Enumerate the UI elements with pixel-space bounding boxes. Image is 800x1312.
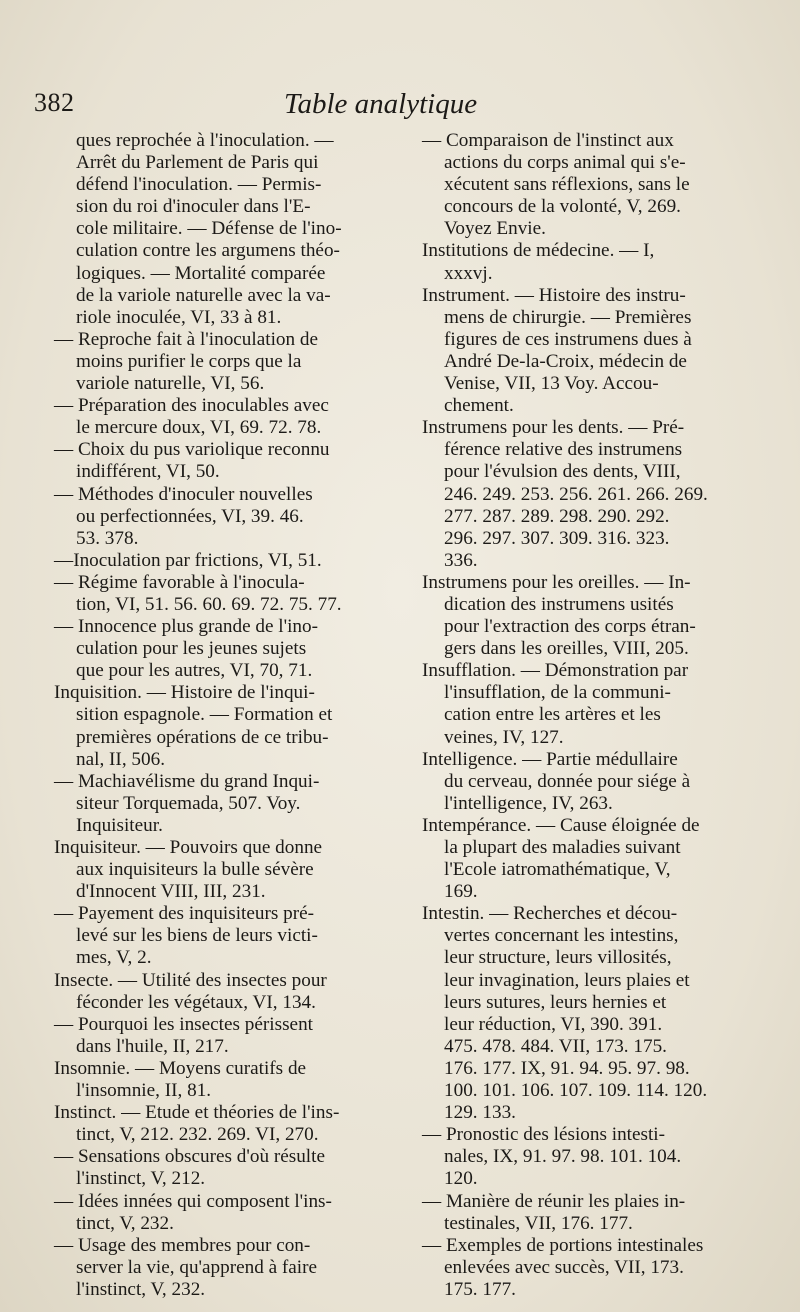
index-line: figures de ces instrumens dues à	[444, 328, 692, 350]
index-line: tinct, V, 232.	[76, 1212, 174, 1234]
index-line: pour l'extraction des corps étran-	[444, 616, 696, 638]
index-line: — Innocence plus grande de l'ino-	[54, 616, 318, 638]
index-line: chement.	[444, 395, 514, 417]
index-line: — Comparaison de l'instinct aux	[422, 130, 674, 151]
index-line: mens de chirurgie. — Premières	[444, 306, 692, 328]
index-line: Inquisition. — Histoire de l'inqui-	[54, 682, 315, 704]
index-line: indifférent, VI, 50.	[76, 461, 220, 483]
index-line: 100. 101. 106. 107. 109. 114. 120.	[444, 1080, 708, 1102]
page-header	[34, 88, 774, 122]
index-line: 246. 249. 253. 256. 261. 266. 269.	[444, 483, 708, 505]
index-line: — Choix du pus variolique reconnu	[54, 439, 330, 461]
index-line: riole inoculée, VI, 33 à 81.	[76, 306, 282, 328]
index-line: que pour les autres, VI, 70, 71.	[76, 660, 313, 682]
index-line: ques reprochée à l'inoculation. —	[76, 130, 334, 151]
index-line: l'instinct, V, 212.	[76, 1168, 206, 1190]
index-line: Inquisiteur.	[76, 814, 163, 836]
index-line: la plupart des maladies suivant	[444, 837, 681, 858]
index-line: tion, VI, 51. 56. 60. 69. 72. 75. 77.	[76, 593, 342, 615]
index-line: d'Innocent VIII, III, 231.	[76, 881, 266, 903]
index-line: ou perfectionnées, VI, 39. 46.	[76, 505, 304, 527]
index-line: l'insufflation, de la communi-	[444, 682, 671, 704]
index-line: 336.	[444, 549, 478, 571]
index-line: — Régime favorable à l'inocula-	[54, 571, 305, 593]
index-column-right	[418, 130, 766, 1301]
index-line: féconder les végétaux, VI, 134.	[76, 991, 316, 1013]
index-line: — Manière de réunir les plaies in-	[422, 1190, 686, 1212]
index-line: levé sur les biens de leurs victi-	[76, 925, 318, 947]
index-line: Institutions de médecine. — I,	[422, 240, 655, 262]
index-line: — Pourquoi les insectes périssent	[54, 1013, 313, 1035]
index-line: tinct, V, 212. 232. 269. VI, 270.	[76, 1124, 319, 1146]
index-line: culation pour les jeunes sujets	[76, 638, 307, 660]
index-line: premières opérations de ce tribu-	[76, 726, 329, 748]
index-line: Arrêt du Parlement de Paris qui	[76, 152, 319, 174]
index-line: 53. 378.	[76, 527, 139, 549]
index-line: nales, IX, 91. 97. 98. 101. 104.	[444, 1146, 682, 1168]
index-line: Inquisiteur. — Pouvoirs que donne	[54, 837, 323, 858]
index-line: aux inquisiteurs la bulle sévère	[76, 859, 314, 881]
index-line: moins purifier le corps que la	[76, 350, 302, 372]
index-line: — Payement des inquisiteurs pré-	[54, 903, 315, 925]
index-line: l'insomnie, II, 81.	[76, 1080, 212, 1102]
index-line: — Préparation des inoculables avec	[54, 395, 329, 417]
index-line: leurs sutures, leurs hernies et	[444, 991, 667, 1013]
index-line: gers dans les oreilles, VIII, 205.	[444, 638, 689, 660]
index-line: cation entre les artères et les	[444, 704, 661, 726]
index-line: testinales, VII, 176. 177.	[444, 1212, 633, 1234]
page-number: 382	[34, 88, 75, 117]
index-line: Venise, VII, 13 Voy. Accou-	[444, 373, 659, 395]
index-line: leur invagination, leurs plaies et	[444, 969, 690, 991]
index-line: Insufflation. — Démonstration par	[422, 660, 689, 682]
index-line: 175. 177.	[444, 1278, 516, 1300]
index-line: Voyez Envie.	[444, 218, 546, 240]
index-column-left	[50, 130, 398, 1301]
index-line: xxxvj.	[444, 262, 493, 284]
index-line: Instrumens pour les oreilles. — In-	[422, 571, 691, 593]
running-title: Table analytique	[284, 88, 478, 120]
index-line: Instrumens pour les dents. — Pré-	[422, 417, 685, 439]
index-line: de la variole naturelle avec la va-	[76, 284, 331, 306]
index-line: du cerveau, donnée pour siége à	[444, 770, 691, 792]
index-line: — Usage des membres pour con-	[54, 1234, 311, 1256]
index-line: 129. 133.	[444, 1102, 516, 1124]
index-line: André De-la-Croix, médecin de	[444, 350, 687, 372]
index-line: le mercure doux, VI, 69. 72. 78.	[76, 417, 322, 439]
index-line: Insomnie. — Moyens curatifs de	[54, 1057, 307, 1079]
index-line: — Machiavélisme du grand Inqui-	[54, 770, 320, 792]
index-line: leur réduction, VI, 390. 391.	[444, 1013, 663, 1035]
index-line: xécutent sans réflexions, sans le	[444, 174, 690, 196]
index-line: Intempérance. — Cause éloignée de	[422, 814, 700, 836]
index-line: 277. 287. 289. 298. 290. 292.	[444, 505, 670, 527]
index-line: Instinct. — Etude et théories de l'ins-	[54, 1102, 340, 1124]
index-line: siteur Torquemada, 507. Voy.	[76, 792, 301, 814]
index-line: — Exemples de portions intestinales	[422, 1234, 704, 1256]
index-line: actions du corps animal qui s'e-	[444, 152, 686, 174]
index-line: 176. 177. IX, 91. 94. 95. 97. 98.	[444, 1057, 690, 1079]
index-line: 475. 478. 484. VII, 173. 175.	[444, 1035, 667, 1057]
index-line: — Sensations obscures d'où résulte	[54, 1146, 325, 1168]
index-line: enlevées avec succès, VII, 173.	[444, 1256, 684, 1278]
index-line: férence relative des instrumens	[444, 439, 683, 461]
index-line: —Inoculation par frictions, VI, 51.	[54, 549, 322, 571]
index-line: variole naturelle, VI, 56.	[76, 373, 265, 395]
index-line: cole militaire. — Défense de l'ino-	[76, 218, 342, 240]
index-line: — Méthodes d'inoculer nouvelles	[54, 483, 313, 505]
index-line: mes, V, 2.	[76, 947, 152, 969]
index-line: 169.	[444, 881, 478, 903]
index-line: sition espagnole. — Formation et	[76, 704, 333, 726]
index-line: logiques. — Mortalité comparée	[76, 262, 326, 284]
index-line: — Pronostic des lésions intesti-	[422, 1124, 666, 1146]
index-line: Instrument. — Histoire des instru-	[422, 284, 686, 306]
index-line: — Idées innées qui composent l'ins-	[54, 1190, 332, 1212]
index-line: veines, IV, 127.	[444, 726, 564, 748]
index-line: concours de la volonté, V, 269.	[444, 196, 681, 218]
index-line: 120.	[444, 1168, 478, 1190]
index-line: sion du roi d'inoculer dans l'E-	[76, 196, 311, 218]
index-line: pour l'évulsion des dents, VIII,	[444, 461, 681, 483]
index-line: Intelligence. — Partie médullaire	[422, 748, 678, 770]
index-line: défend l'inoculation. — Permis-	[76, 174, 322, 196]
index-line: leur structure, leurs villosités,	[444, 947, 672, 969]
index-line: nal, II, 506.	[76, 748, 165, 770]
index-line: Insecte. — Utilité des insectes pour	[54, 969, 327, 991]
index-line: culation contre les argumens théo-	[76, 240, 340, 262]
index-line: — Reproche fait à l'inoculation de	[54, 328, 318, 350]
index-line: Intestin. — Recherches et décou-	[422, 903, 678, 925]
index-line: 296. 297. 307. 309. 316. 323.	[444, 527, 670, 549]
index-line: l'intelligence, IV, 263.	[444, 792, 613, 814]
index-line: l'Ecole iatromathématique, V,	[444, 859, 671, 881]
index-line: server la vie, qu'apprend à faire	[76, 1256, 318, 1278]
index-line: dication des instrumens usités	[444, 593, 674, 615]
index-line: dans l'huile, II, 217.	[76, 1035, 229, 1057]
index-line: vertes concernant les intestins,	[444, 925, 679, 947]
index-line: l'instinct, V, 232.	[76, 1278, 206, 1300]
